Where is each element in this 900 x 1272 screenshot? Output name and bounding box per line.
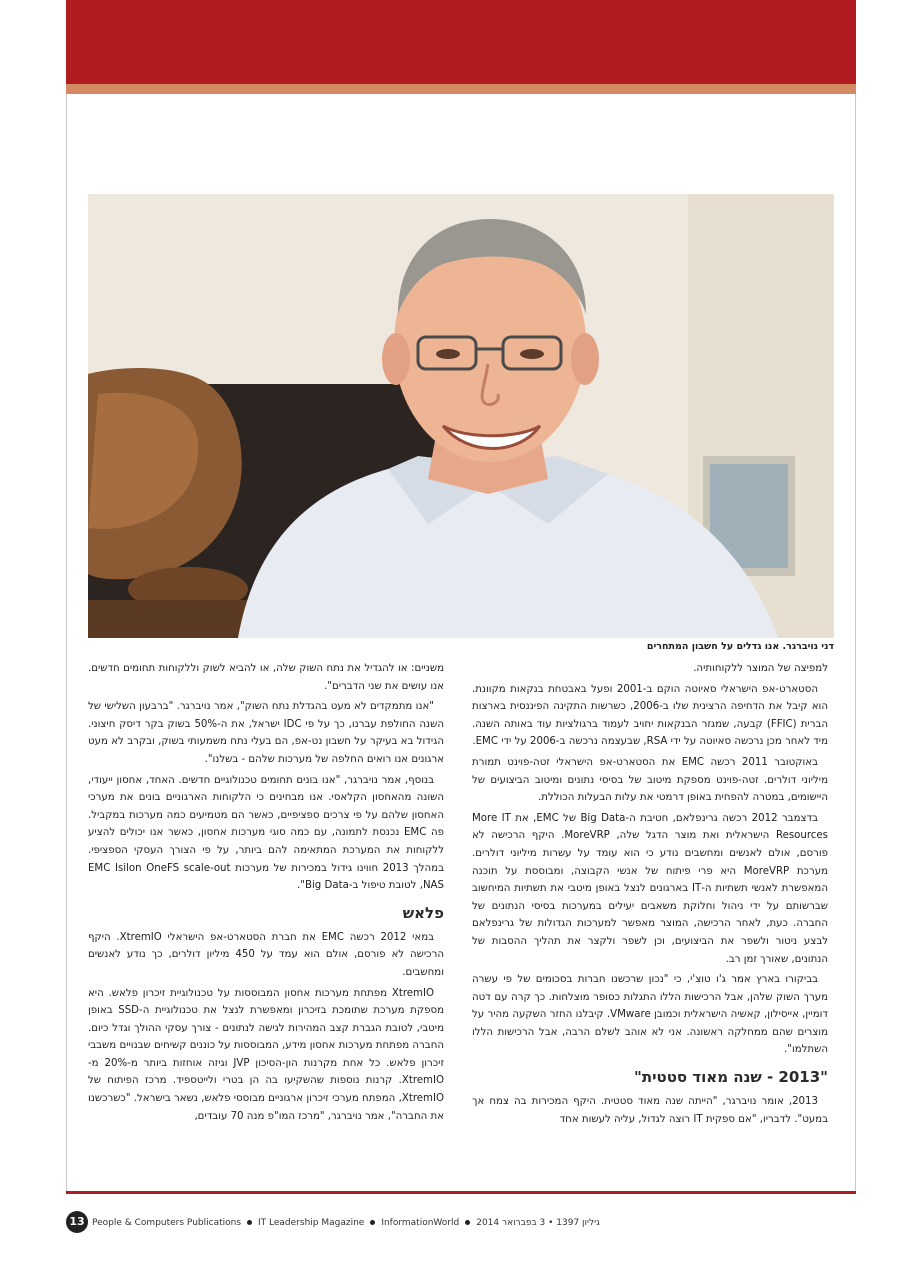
- photo-caption: דני נויברגר. אנו גדלים על חשבון המתחרים: [646, 641, 834, 652]
- frame-left-border: [66, 94, 67, 1192]
- portrait-illustration: [88, 194, 834, 638]
- header-stripe: [66, 84, 856, 94]
- paragraph: "אנו מתמקדים לא מעט בהגדלת נתח השוק", אמר נויברגר. "ברבעון השלישי של השנה החולפת עברנו, כך על פי IDC ישראל, את ה-50% בשוק בקר דיסק חיצוני. הגידול בא בעיקר על חשבון נט-אפ, הם בעלי נתח משמעותי בשוק, ובקרב לא מעט ארגונים אנו רואים החלפה של מערכות שלהם - בשלנו".: [88, 701, 444, 765]
- bullet-icon: [465, 1220, 470, 1225]
- page-number: 13: [66, 1211, 88, 1233]
- paragraph: הסטארט-אפ הישראלי סאיוטה הוקם ב-2001 ופעל באבטחת בנקאות מקוונת. הוא קיבל את הדחיפה הרצינית שלו ב-2006, כשרשות התקינה הפיננסית בארצות הברית (FFIC) קבעה, שמגזר הבנקאות יחויב לעמוד ברגולציות עוד באותה השנה. מיד לאחר מכן נרכשה סאיוטה על ידי RSA, שבעצמה נרכשה ב-2006 על ידי EMC.: [472, 683, 828, 748]
- paragraph: בנוסף, אמר נויברגר, "אנו בונים תחומים טכנולוגיים חדשים. האחד, אחסון ייעודי, השונה מהאחסון הקלאסי. אנו מבחינים כי הלקוחות הארגוניים בונים את מערכי האחסון שלהם על פי צרכים ספציפיים, כאשר הם מטמיעים כמה מערכות במקביל. פה EMC נכנסת לתמונה, עם כמה סוגי מערכות אחסון, כאשר אנו יכולים להציע ללקוחות את המערכת המתאימה להם ביותר, על פי הצורך העסקי הספציפי. במהלך 2013 חווינו גידול במכירות של מערכות EMC Isilon OneFS scale-out NAS, לטובת טיפול ב-Big Data".: [88, 774, 444, 892]
- bullet-icon: [370, 1220, 375, 1225]
- page-footer: [66, 1210, 856, 1236]
- section-heading: "2013 - שנה מאוד סטטית": [634, 1068, 828, 1087]
- paragraph: באוקטובר 2011 רכשה EMC את הסטארט-אפ הישראלי זטה-פוינט תמורת מיליוני דולרים. זטה-פוינט מספקת מיטוב של בסיסי נתונים ומיטוב הביצועים של היישומים, במטרה להפחית באופן דרמטי את עלות הבעלות הכוללת.: [472, 756, 828, 804]
- paragraph: למפיצה של המוצר ללקוחותיה.: [693, 663, 828, 674]
- portrait-photo: [88, 194, 834, 638]
- article-column-left: [88, 660, 444, 1180]
- section-heading: פלאש: [402, 903, 444, 922]
- paragraph: 2013, אומר נויברגר, "הייתה שנה מאוד סטטית. היקף המכירות בה צמח אך במעט". לדבריו, "אם ספקית IT רוצה לגדול, עליה לעשות אחד: [472, 1096, 828, 1125]
- frame-right-border: [855, 94, 856, 1192]
- paragraph: במאי 2012 רכשה EMC את חברת הסטארט-אפ הישראלי XtremIO. היקף הרכישה לא פורסם, אולם הוא עמד על 450 מיליון דולרים, כך נודע לאנשים ומחשבים.: [88, 931, 444, 978]
- issue-info: גיליון 1397 • 3 בפברואר 2014: [476, 1218, 600, 1228]
- paragraph: בדצמבר 2012 רכשה גרינפלאם, חטיבת ה-Big Data של EMC, את More IT Resources הישראלית ואת מוצר הדגל שלה, MoreVRP. היקף הרכישה לא פורסם, אולם לאנשים ומחשבים נודע כי הוא עומד על עשרות מיליוני דולרים. מערכת MoreVRP היא פרי פיתוח של אנשי הקבוצה, ומבוססת על תוכנה המאפשרת לאנשי תשתיות ה-IT בארגונים לנצל באופן מיטבי את תשתיות המיחשוב שברשותם על ידי ניהול וחלוקת משאבים יעילים במערכות בסיסי הנתונים של החברה. כעת, לאחר הרכישה, המוצר מאפשר למערכות הגדולות של גרינפלאם לבצע ניטור ולשפר את הביצועים, וכן לשפר ולקצר את תהליך ההסבות של הנתונים, שאורך זמן רב.: [472, 812, 828, 965]
- bullet-icon: [247, 1220, 252, 1225]
- footer-credits: [92, 1210, 600, 1236]
- paragraph: בביקורו בארץ אמר ג'ו טוצ'י, כי "נכון שרכשנו חברות בסכומים של פי עשרה מערך השוק שלהן, אבל הרכישות הללו התגלות כסופר מוצלחות. כך קרה עם דטה דומיין, אייסילון, קאשיה הישראלית וכמובן VMware. קיבלנו החזר השקעה מהיר על מוצרים שהם ממחלקה ראשונה. אני לא אוהב לשלם הרבה, אבל הרכישות הללו השתלמו".: [472, 974, 828, 1056]
- article-column-right: [472, 660, 828, 1180]
- portal-name: InformationWorld: [381, 1218, 460, 1228]
- magazine-name: IT Leadership Magazine: [258, 1218, 365, 1228]
- header-band: [66, 0, 856, 84]
- footer-rule: [66, 1191, 856, 1194]
- publisher-name: People & Computers Publications: [92, 1218, 242, 1228]
- paragraph: משניים: או להגדיל את נתח השוק שלה, או להביא לשוק וללקוחות תחומים חדשים. אנו עושים את שני הדברים".: [88, 663, 444, 692]
- paragraph: XtremIO מפתחת מערכות אחסון המבוססות על טכנולוגיית זיכרון פלאש. היא מספקת מערכת שתומכת בזיכרון ומאפשרת לנצל את טכנולוגיית ה-SSD באופן מיטבי, לטובת הגברת קצב המהירות לגישה לנתונים - צורך עסקי ההולך וגדל כיום. החברה מפתחת מערכות אחסון מידע, המבוססות על כוננים קשיחים שבנויים משבבי זיכרון פלאש. כל אחת מקרנות הון-הסיכון JVP וגיזה אוחזות ביותר מ-20% מ-XtremIO. קרנות נוספות שהשקיעו בה הן בטרי ולייטספיד. מרכז הפיתוח של XtremIO, המפתח מערכי זיכרון ארגוניים מבוססי פלאש, נשאר בישראל. "כשרכשנו את החברה", אמר נויברגר, "מרכז המו"פ מנה 70 עובדים,: [88, 987, 444, 1122]
